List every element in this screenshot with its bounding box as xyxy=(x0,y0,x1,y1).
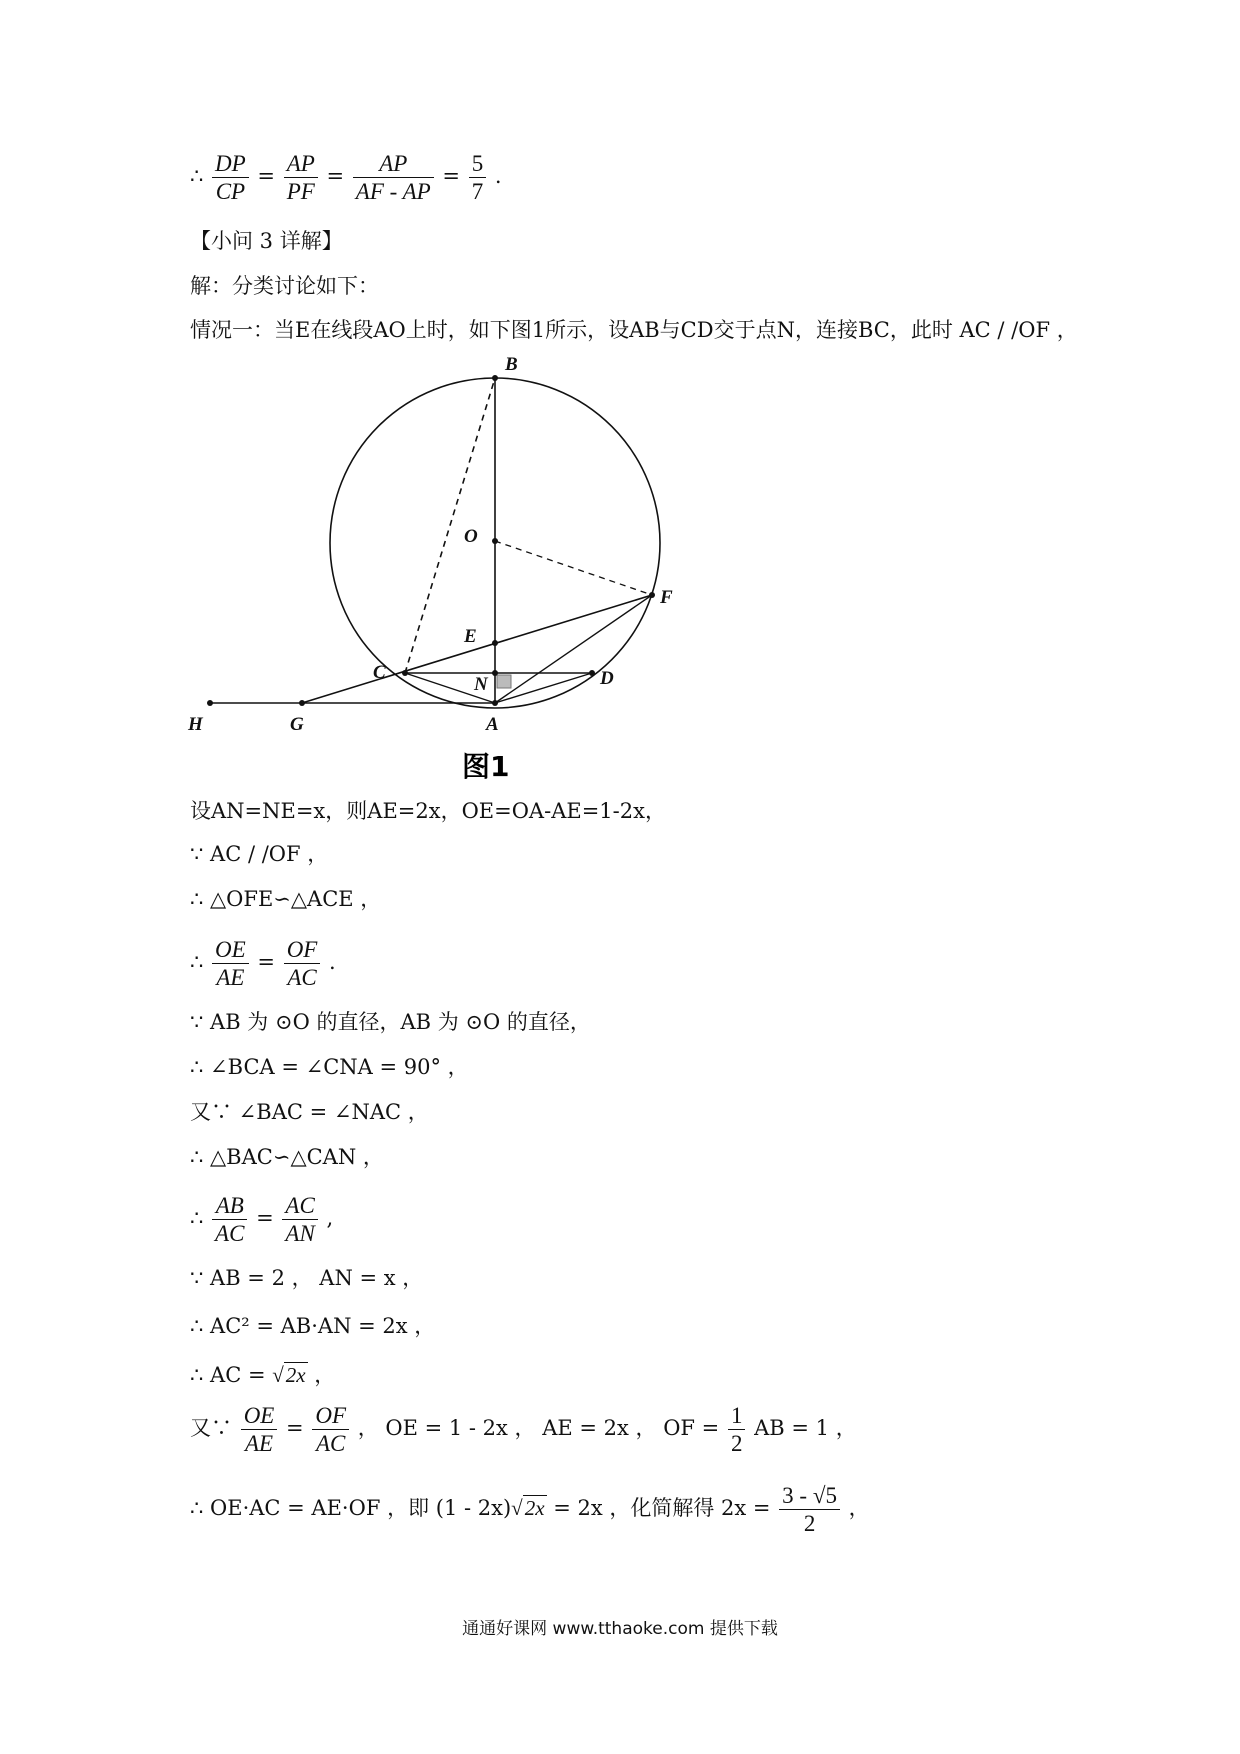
label-f: F xyxy=(660,587,673,608)
ac-squared-line: ∴ AC² = AB·AN = 2x ， xyxy=(190,1314,436,1338)
fraction-ap-pf: $\frac{AP}{PF}$ xyxy=(284,150,318,205)
fraction-oe-ae: $\frac{OE}{AE}$ xyxy=(212,936,249,991)
label-c: C xyxy=(373,662,386,683)
again-ratio-line: 又∵ $\frac{OE}{AE}$ = $\frac{OF}{AC}$ ， OE = 1 - 2x ， AE = 2x ， OF = $\frac{1}{2}$ AB = 1 ， xyxy=(190,1403,857,1456)
diameter-line: ∵ AB 为 ⊙O 的直径，AB 为 ⊙O 的直径， xyxy=(190,1010,591,1034)
label-g: G xyxy=(290,714,304,735)
point-d xyxy=(589,670,595,676)
sqrt-2x: √2x xyxy=(272,1363,306,1387)
let-variables-line: 设AN=NE=x，则AE=2x，OE=OA-AE=1-2x， xyxy=(190,799,666,823)
label-d: D xyxy=(600,668,614,689)
fraction-dp-cp: $\frac{DP}{CP}$ xyxy=(212,150,249,205)
segment-of-dashed xyxy=(495,541,652,595)
point-e xyxy=(492,640,498,646)
ratio-oe-ae-line: ∴ $\frac{OE}{AE}$ = $\frac{OF}{AC}$ . xyxy=(190,937,336,990)
page-footer: 通通好课网 www.tthaoke.com 提供下载 xyxy=(462,1619,778,1639)
point-n xyxy=(492,670,498,676)
fraction-of-ac: $\frac{OF}{AC}$ xyxy=(284,936,321,991)
fraction-5-7: $\frac{5}{7}$ xyxy=(469,150,487,205)
point-b xyxy=(492,375,498,381)
point-g xyxy=(299,700,305,706)
parallel-given-line: ∵ AC / /OF ， xyxy=(190,842,329,866)
fraction-ap-af-ap: $\frac{AP}{AF - AP}$ xyxy=(353,150,434,205)
similar-triangles-2: ∴ △BAC∽△CAN ， xyxy=(190,1145,384,1169)
final-equation-line: ∴ OE·AC = AE·OF ，即 (1 - 2x)√2x = 2x ，化简解得 2x = $\frac{3 - √5}{2}$ ， xyxy=(190,1483,870,1536)
ac-value-line: ∴ AC = √2x ， xyxy=(190,1363,336,1387)
label-e: E xyxy=(464,626,477,647)
solution-intro: 解：分类讨论如下： xyxy=(190,274,379,298)
right-angle-line: ∴ ∠BCA = ∠CNA = 90° ， xyxy=(190,1055,469,1079)
label-o: O xyxy=(464,526,478,547)
sqrt-2x-final: √2x xyxy=(511,1496,545,1520)
similar-triangles-1: ∴ △OFE∽△ACE ， xyxy=(190,887,382,911)
label-a: A xyxy=(486,714,499,735)
fraction-ab-ac: $\frac{AB}{AC}$ xyxy=(212,1192,247,1247)
fraction-1-2: $\frac{1}{2}$ xyxy=(728,1402,746,1457)
point-a xyxy=(492,700,498,706)
common-angle-line: 又∵ ∠BAC = ∠NAC ， xyxy=(190,1100,429,1124)
given-lengths-line: ∵ AB = 2 ， AN = x ， xyxy=(190,1266,424,1290)
segment-bc-dashed xyxy=(405,378,495,673)
label-h: H xyxy=(188,714,203,735)
right-angle-marker xyxy=(497,675,511,688)
sub-question-3-heading: 【小问 3 详解】 xyxy=(190,229,343,253)
fraction-3-minus-sqrt5-over-2: $\frac{3 - √5}{2}$ xyxy=(779,1482,840,1537)
segment-af xyxy=(495,595,652,703)
fraction-of-ac-2: $\frac{OF}{AC}$ xyxy=(312,1402,349,1457)
geometry-figure-1 xyxy=(180,345,740,785)
label-n: N xyxy=(474,674,488,695)
ratio-conclusion-line: ∴ $\frac{DP}{CP}$ = $\frac{AP}{PF}$ = $\frac{AP}{AF - AP}$ = $\frac{5}{7}$ . xyxy=(190,151,502,204)
figure-caption: 图1 xyxy=(462,750,510,783)
point-o xyxy=(492,538,498,544)
fraction-oe-ae-2: $\frac{OE}{AE}$ xyxy=(241,1402,278,1457)
fraction-ac-an: $\frac{AC}{AN}$ xyxy=(282,1192,317,1247)
label-b: B xyxy=(505,354,518,375)
ratio-ab-ac-line: ∴ $\frac{AB}{AC}$ = $\frac{AC}{AN}$ , xyxy=(190,1193,334,1246)
point-c xyxy=(402,670,408,676)
point-h xyxy=(207,700,213,706)
case-one-statement: 情况一：当E在线段AO上时，如下图1所示，设AB与CD交于点N，连接BC，此时 AC / /OF ， xyxy=(190,318,1078,342)
point-f xyxy=(649,592,655,598)
